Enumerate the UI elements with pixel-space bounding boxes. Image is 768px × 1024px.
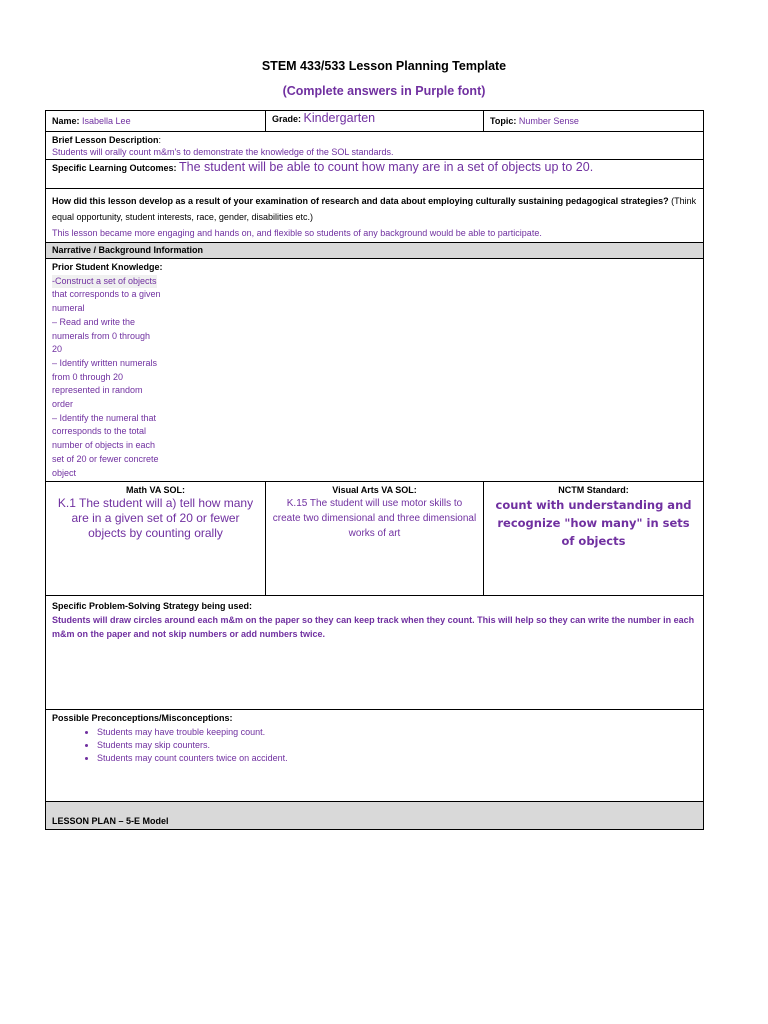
- misconceptions-row: [46, 710, 704, 802]
- grade-label: Grade:: [272, 114, 302, 124]
- nctm-standard-text: count with understanding and recognize "how many" in sets of objects: [495, 498, 692, 549]
- grade-value: Kindergarten: [303, 111, 376, 125]
- topic-value: Number Sense: [518, 116, 579, 126]
- description-cell: Brief Lesson Description: Students will orally count m&m's to demonstrate the knowledge of the SOL standards.: [46, 132, 704, 160]
- prior-line: -Construct a set of objects: [52, 275, 157, 289]
- prior-line: that corresponds to a given: [52, 289, 161, 300]
- prior-line: – Identify the numeral that: [52, 412, 157, 423]
- prior-line: object: [52, 467, 77, 478]
- info-row: [46, 111, 704, 132]
- research-note: (Think equal opportunity, student interests, race, gender, disabilities etc.): [52, 196, 697, 222]
- visual-arts-sol-text: K.15 The student will use motor skills to create two dimensional and three dimensional works of art: [272, 498, 477, 540]
- list-item: • Students may count counters twice on accident.: [97, 752, 697, 764]
- nctm-standard-cell: [484, 482, 704, 596]
- strategy-label: Specific Problem-Solving Strategy being used:: [52, 601, 253, 612]
- narrative-header: Narrative / Background Information: [46, 243, 704, 259]
- math-sol-label: Math VA SOL:: [126, 485, 185, 496]
- strategy-text: Students will draw circles around each m&m on the paper so they can keep track when they count. This will help so they can write the number in each m&m on the paper and not skip numbers or add numbers twice.: [52, 615, 695, 640]
- nctm-standard-label: NCTM Standard:: [558, 485, 629, 496]
- prior-line: – Identify written numerals: [52, 357, 158, 368]
- prior-line: order: [52, 399, 74, 410]
- prior-line: corresponds to the total: [52, 426, 147, 437]
- strategy-row: [46, 596, 704, 710]
- prior-knowledge-list: [52, 275, 697, 481]
- math-sol-text: K.1 The student will a) tell how many are in a given set of 20 or fewer objects by counting orally: [57, 496, 254, 541]
- outcomes-text: The student will be able to count how many are in a set of objects up to 20.: [179, 160, 594, 174]
- topic-label: Topic:: [490, 116, 517, 126]
- narrative-row: [46, 243, 704, 259]
- prior-line: numeral: [52, 303, 85, 314]
- prior-line: number of objects in each: [52, 440, 156, 451]
- misconceptions-list: [52, 726, 697, 764]
- description-row: [46, 132, 704, 160]
- standards-row: [46, 482, 704, 596]
- research-row: [46, 189, 704, 243]
- prior-line: represented in random: [52, 385, 143, 396]
- outcomes-label: Specific Learning Outcomes:: [52, 163, 177, 173]
- list-item: • Students may skip counters.: [97, 739, 697, 751]
- list-item: • Students may have trouble keeping count.: [97, 726, 697, 738]
- math-sol-cell: [46, 482, 266, 596]
- prior-line: from 0 through 20: [52, 371, 124, 382]
- prior-line: numerals from 0 through: [52, 330, 151, 341]
- visual-arts-sol-cell: [266, 482, 484, 596]
- description-label: Brief Lesson Description: [52, 135, 159, 145]
- research-answer: This lesson became more engaging and hands on, and flexible so students of any background would be able to participate.: [52, 228, 542, 238]
- strategy-cell: [46, 596, 704, 710]
- topic-cell: [484, 111, 704, 132]
- name-cell: [46, 111, 266, 132]
- prior-line: set of 20 or fewer concrete: [52, 453, 159, 464]
- lesson-plan-row: [46, 802, 704, 830]
- research-cell: [46, 189, 704, 243]
- prior-knowledge-cell: [46, 259, 704, 482]
- description-text: Students will orally count m&m's to demonstrate the knowledge of the SOL standards.: [52, 147, 394, 157]
- prior-knowledge-label: Prior Student Knowledge:: [52, 262, 163, 272]
- misconceptions-label: Possible Preconceptions/Misconceptions:: [52, 713, 233, 724]
- outcomes-row: [46, 160, 704, 189]
- prior-line: – Read and write the: [52, 316, 136, 327]
- misconceptions-cell: [46, 710, 704, 802]
- document-title: STEM 433/533 Lesson Planning Template: [261, 59, 507, 73]
- name-value: Isabella Lee: [82, 116, 131, 126]
- grade-cell: [266, 111, 484, 132]
- prior-knowledge-row: [46, 259, 704, 482]
- outcomes-cell: [46, 160, 704, 189]
- document-subtitle: (Complete answers in Purple font): [282, 84, 486, 98]
- research-question: How did this lesson develop as a result of your examination of research and data about employing culturally sustaining pedagogical strategies?: [52, 196, 669, 206]
- lesson-plan-header: LESSON PLAN – 5-E Model: [46, 802, 704, 830]
- prior-line: 20: [52, 344, 63, 355]
- visual-arts-sol-label: Visual Arts VA SOL:: [332, 485, 417, 496]
- name-label: Name:: [52, 116, 80, 126]
- lesson-plan-table: [45, 110, 704, 830]
